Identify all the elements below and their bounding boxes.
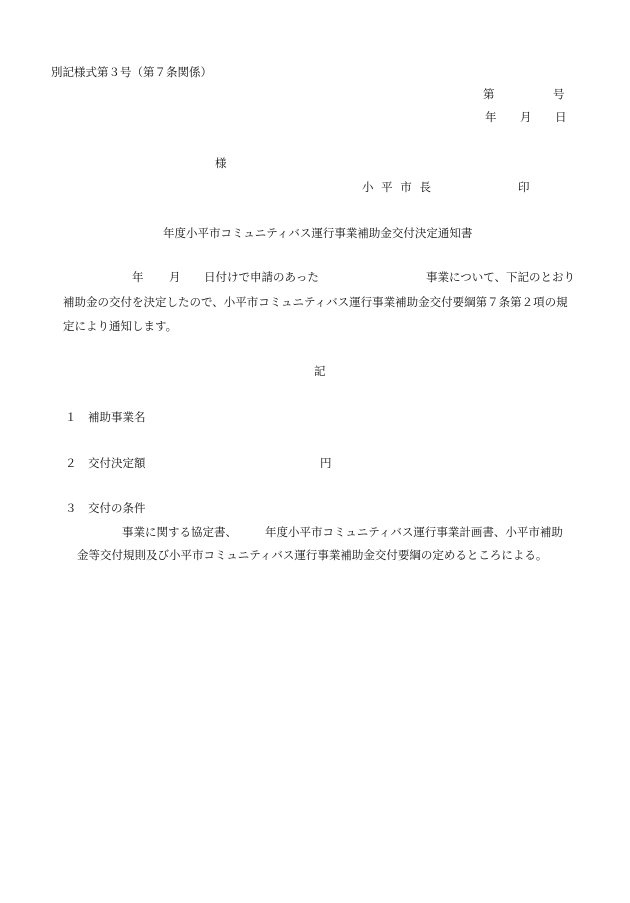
date-month: 月 <box>520 110 532 124</box>
item-label-grant-amount: 交付決定額 <box>88 456 146 470</box>
body-line-2: 補助金の交付を決定したので、小平市コミュニティバス運行事業補助金交付要綱第７条第２項の規 <box>63 295 568 309</box>
issuer-name: 小 平 市 長 <box>362 180 431 194</box>
body-month: 月 <box>169 270 181 284</box>
date-day: 日 <box>555 110 567 124</box>
body-year: 年 <box>132 270 144 284</box>
item-label-conditions: 交付の条件 <box>88 501 146 515</box>
document-title: 年度小平市コミュニティバス運行事業補助金交付決定通知書 <box>163 226 473 240</box>
document-number-suffix: 号 <box>553 87 565 101</box>
item-number: １ <box>65 410 77 424</box>
item-label-project-name: 補助事業名 <box>88 410 146 424</box>
date-year: 年 <box>485 110 497 124</box>
body-date-text: 日付けで申請のあった <box>204 270 319 284</box>
addressee-honorific: 様 <box>215 156 227 170</box>
conditions-line-2: 金等交付規則及び小平市コミュニティバス運行事業補助金交付要綱の定めるところによる。 <box>77 548 548 562</box>
ki-heading: 記 <box>314 364 326 378</box>
issuer-seal: 印 <box>518 180 530 194</box>
document-number-prefix: 第 <box>483 87 495 101</box>
item-number: ２ <box>65 456 77 470</box>
conditions-part-2: 年度小平市コミュニティバス運行事業計画書、小平市補助 <box>265 525 563 539</box>
conditions-part-1: 事業に関する協定書、 <box>122 525 237 539</box>
item-unit-yen: 円 <box>320 456 332 470</box>
body-line-3: 定により通知します。 <box>63 319 178 333</box>
body-project-text: 事業について、下記のとおり <box>426 270 576 284</box>
item-number: ３ <box>65 501 77 515</box>
form-number: 別記様式第３号（第７条関係） <box>51 65 212 79</box>
